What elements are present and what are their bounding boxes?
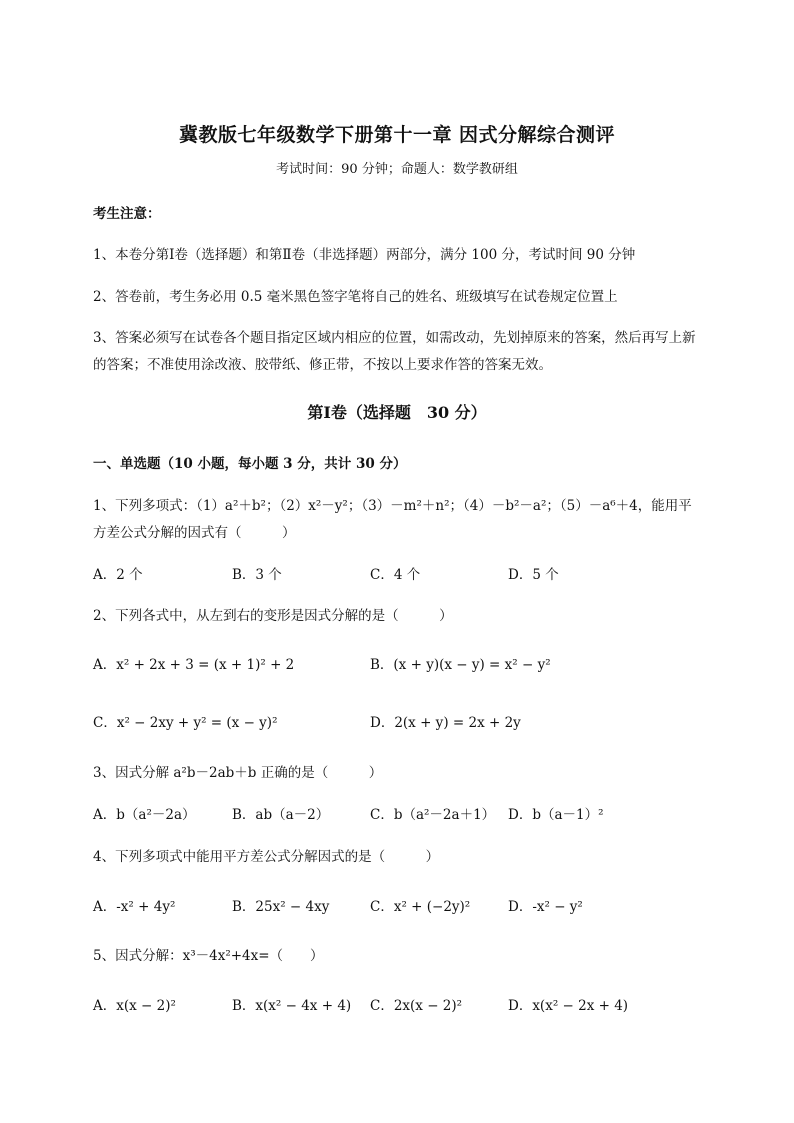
page-subtitle: 考试时间：90 分钟；命题人：数学教研组 — [276, 162, 518, 177]
question-2-stem: 2、下列各式中，从左到右的变形是因式分解的是（ ） — [93, 608, 453, 624]
question-5-option-b: B．x(x² − 4x + 4) — [232, 998, 352, 1014]
question-4-option-b: B．25x² − 4xy — [232, 899, 330, 915]
question-2-option-d: D．2(x + y) = 2x + 2y — [370, 715, 521, 731]
question-4-option-a: A．-x² + 4y² — [93, 899, 176, 915]
question-2-option-a: A．x² + 2x + 3 = (x + 1)² + 2 — [93, 657, 295, 673]
question-2-option-b: B．(x + y)(x − y) = x² − y² — [370, 657, 551, 673]
question-1-option-c: C．4 个 — [370, 567, 421, 583]
question-4-option-d: D．-x² − y² — [508, 899, 583, 915]
question-5-stem: 5、因式分解：x³－4x²+4x=（ ） — [93, 948, 324, 964]
section-title: 第Ⅰ卷（选择题 30 分） — [307, 403, 487, 422]
question-4-option-c: C．x² + (−2y)² — [370, 899, 471, 915]
part-heading: 一、单选题（10 小题，每小题 3 分，共计 30 分） — [93, 456, 407, 472]
question-5-option-c: C．2x(x − 2)² — [370, 998, 463, 1014]
notice-item-2: 2、答卷前，考生务必用 0.5 毫米黑色签字笔将自己的姓名、班级填写在试卷规定位置上 — [93, 289, 618, 305]
question-1-option-b: B．3 个 — [232, 567, 282, 583]
question-4-stem: 4、下列多项式中能用平方差公式分解因式的是（ ） — [93, 849, 440, 865]
notice-heading: 考生注意： — [93, 206, 161, 222]
question-5-option-a: A．x(x − 2)² — [93, 998, 176, 1014]
question-3-stem: 3、因式分解 a²b－2ab＋b 正确的是（ ） — [93, 765, 383, 781]
page-title: 冀教版七年级数学下册第十一章 因式分解综合测评 — [178, 124, 616, 146]
question-5-option-d: D．x(x² − 2x + 4) — [508, 998, 629, 1014]
question-3-option-d: D．b（a－1）² — [508, 807, 604, 823]
question-2-option-c: C．x² − 2xy + y² = (x − y)² — [93, 715, 278, 731]
question-3-option-c: C．b（a²－2a＋1） — [370, 807, 496, 823]
question-1-option-d: D．5 个 — [508, 567, 559, 583]
notice-item-1: 1、本卷分第Ⅰ卷（选择题）和第Ⅱ卷（非选择题）两部分，满分 100 分，考试时间 90 分钟 — [93, 247, 636, 263]
question-3-option-b: B．ab（a－2） — [232, 807, 330, 823]
notice-item-3-cont: 的答案；不准使用涂改液、胶带纸、修正带，不按以上要求作答的答案无效。 — [93, 357, 552, 373]
question-1-stem: 1、下列多项式：（1）a²＋b²；（2）x²－y²；（3）－m²＋n²；（4）－b²－a²；（5）－a⁶＋4，能用平 — [93, 498, 692, 514]
notice-item-3: 3、答案必须写在试卷各个题目指定区域内相应的位置，如需改动，先划掉原来的答案，然后再写上新 — [93, 330, 696, 346]
question-1-stem-cont: 方差公式分解的因式有（ ） — [93, 525, 296, 541]
question-3-option-a: A．b（a²－2a） — [93, 807, 196, 823]
question-1-option-a: A．2 个 — [93, 567, 143, 583]
